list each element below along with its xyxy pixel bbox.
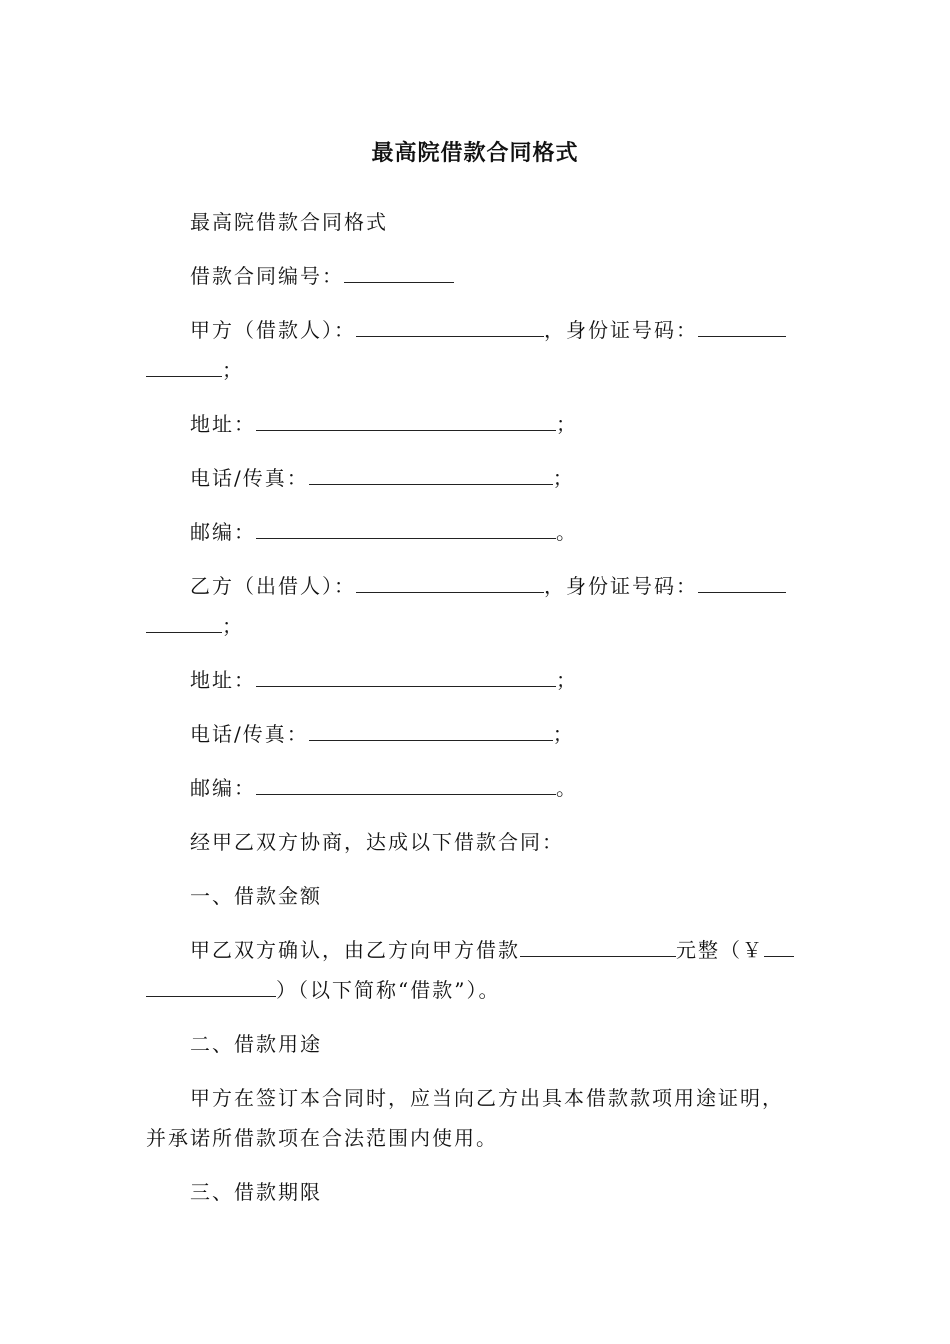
party-a-postcode-blank [256, 520, 556, 539]
section-1-text-b: 元整（￥ [676, 938, 764, 962]
party-b-phone-end: ； [552, 722, 575, 746]
section-1-text-a: 甲乙双方确认，由乙方向甲方借款 [190, 938, 520, 962]
party-b-phone-line [190, 720, 575, 748]
party-a-line [190, 316, 786, 344]
section-2-text-line-2: 并承诺所借款项在合法范围内使用。 [146, 1126, 498, 1150]
loan-amount-words-blank [520, 938, 676, 957]
party-a-phone-blank [309, 466, 553, 485]
party-b-address-label: 地址： [190, 668, 256, 692]
section-3-title: 三、借款期限 [190, 1180, 322, 1204]
section-2-title: 二、借款用途 [190, 1032, 322, 1056]
party-a-address-label: 地址： [190, 412, 256, 436]
party-a-phone-line [190, 464, 575, 492]
party-a-address-blank [256, 412, 556, 431]
party-a-end: ； [222, 358, 244, 382]
section-1-title: 一、借款金额 [190, 884, 322, 908]
party-a-id-blank [698, 318, 786, 337]
party-b-address-blank [256, 668, 556, 687]
contract-number-line [190, 262, 454, 290]
party-b-line [190, 572, 786, 600]
party-b-id-label: ，身份证号码： [544, 574, 698, 598]
loan-amount-number-blank [764, 938, 794, 957]
party-b-end: ； [222, 614, 244, 638]
party-a-postcode-label: 邮编： [190, 520, 256, 544]
party-b-name-blank [356, 574, 544, 593]
party-b-address-line [190, 666, 578, 694]
party-b-postcode-label: 邮编： [190, 776, 256, 800]
section-1-text-cont [146, 976, 500, 1004]
party-b-phone-label: 电话/传真： [190, 722, 309, 746]
agreement-intro: 经甲乙双方协商，达成以下借款合同： [190, 830, 564, 854]
party-b-label: 乙方（出借人）： [190, 574, 356, 598]
contract-number-blank [344, 264, 454, 283]
party-b-id-blank [698, 574, 786, 593]
heading-repeat: 最高院借款合同格式 [190, 210, 388, 234]
party-b-line-cont [146, 612, 244, 640]
party-a-id-blank-cont [146, 358, 222, 377]
section-2-text-line-1: 甲方在签订本合同时，应当向乙方出具本借款款项用途证明， [190, 1086, 784, 1110]
party-a-phone-label: 电话/传真： [190, 466, 309, 490]
contract-number-label: 借款合同编号： [190, 264, 344, 288]
party-b-postcode-blank [256, 776, 556, 795]
section-1-text-c: ）（以下简称“借款”）。 [276, 978, 501, 1002]
party-a-label: 甲方（借款人）： [190, 318, 356, 342]
party-b-postcode-end: 。 [556, 776, 578, 800]
party-b-id-blank-cont [146, 614, 222, 633]
party-a-phone-end: ； [552, 466, 575, 490]
party-a-id-label: ，身份证号码： [544, 318, 698, 342]
party-a-line-cont [146, 356, 244, 384]
party-a-address-line [190, 410, 578, 438]
party-a-name-blank [356, 318, 544, 337]
party-a-postcode-line [190, 518, 578, 546]
party-b-postcode-line [190, 774, 578, 802]
party-a-postcode-end: 。 [556, 520, 578, 544]
document-title: 最高院借款合同格式 [371, 141, 579, 166]
party-b-address-end: ； [556, 668, 578, 692]
loan-amount-number-blank-cont [146, 978, 276, 997]
section-1-text-line [190, 936, 794, 964]
party-b-phone-blank [309, 722, 553, 741]
party-a-address-end: ； [556, 412, 578, 436]
